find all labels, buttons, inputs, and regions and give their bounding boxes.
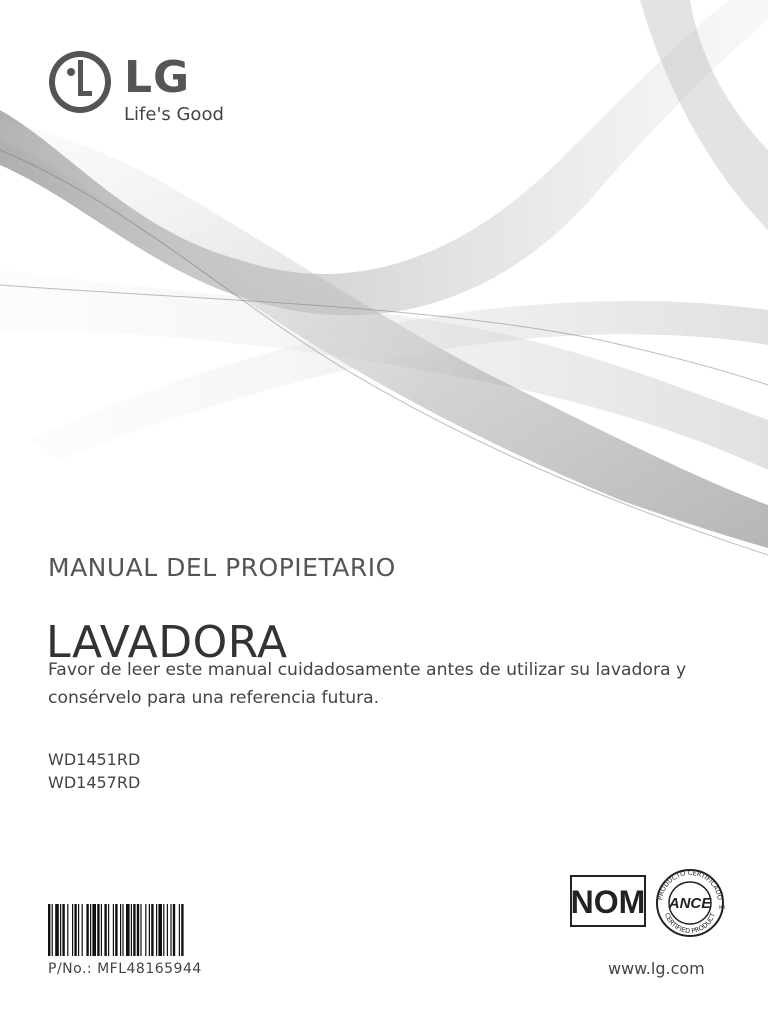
brand-tagline: Life's Good [124,104,224,125]
document-kind: MANUAL DEL PROPIETARIO [48,553,396,582]
lg-logo [48,46,248,136]
nom-text: NOM [570,884,646,920]
part-number: P/No.: MFL48165944 [48,961,202,977]
ance-mark: MR [719,905,726,910]
model-list [48,748,140,794]
barcode [48,904,230,956]
model-number: WD1457RD [48,773,141,792]
document-title: LAVADORA [46,617,288,669]
reading-instructions: Favor de leer este manual cuidadosamente antes de utilizar su lavadora y consérvelo para una referencia futura. [48,660,687,708]
model-number: WD1451RD [48,750,141,769]
brand-name: LG [124,52,191,103]
ance-text: ANCE [668,895,712,912]
lg-face-icon [48,50,112,114]
nom-logo [570,875,646,927]
website-url: www.lg.com [608,959,705,978]
ance-ring-top: PRODUCTO CERTIFICADO [656,868,724,901]
ance-ring-bottom: CERTIFIED PRODUCT [662,911,718,936]
ance-seal [652,865,728,941]
